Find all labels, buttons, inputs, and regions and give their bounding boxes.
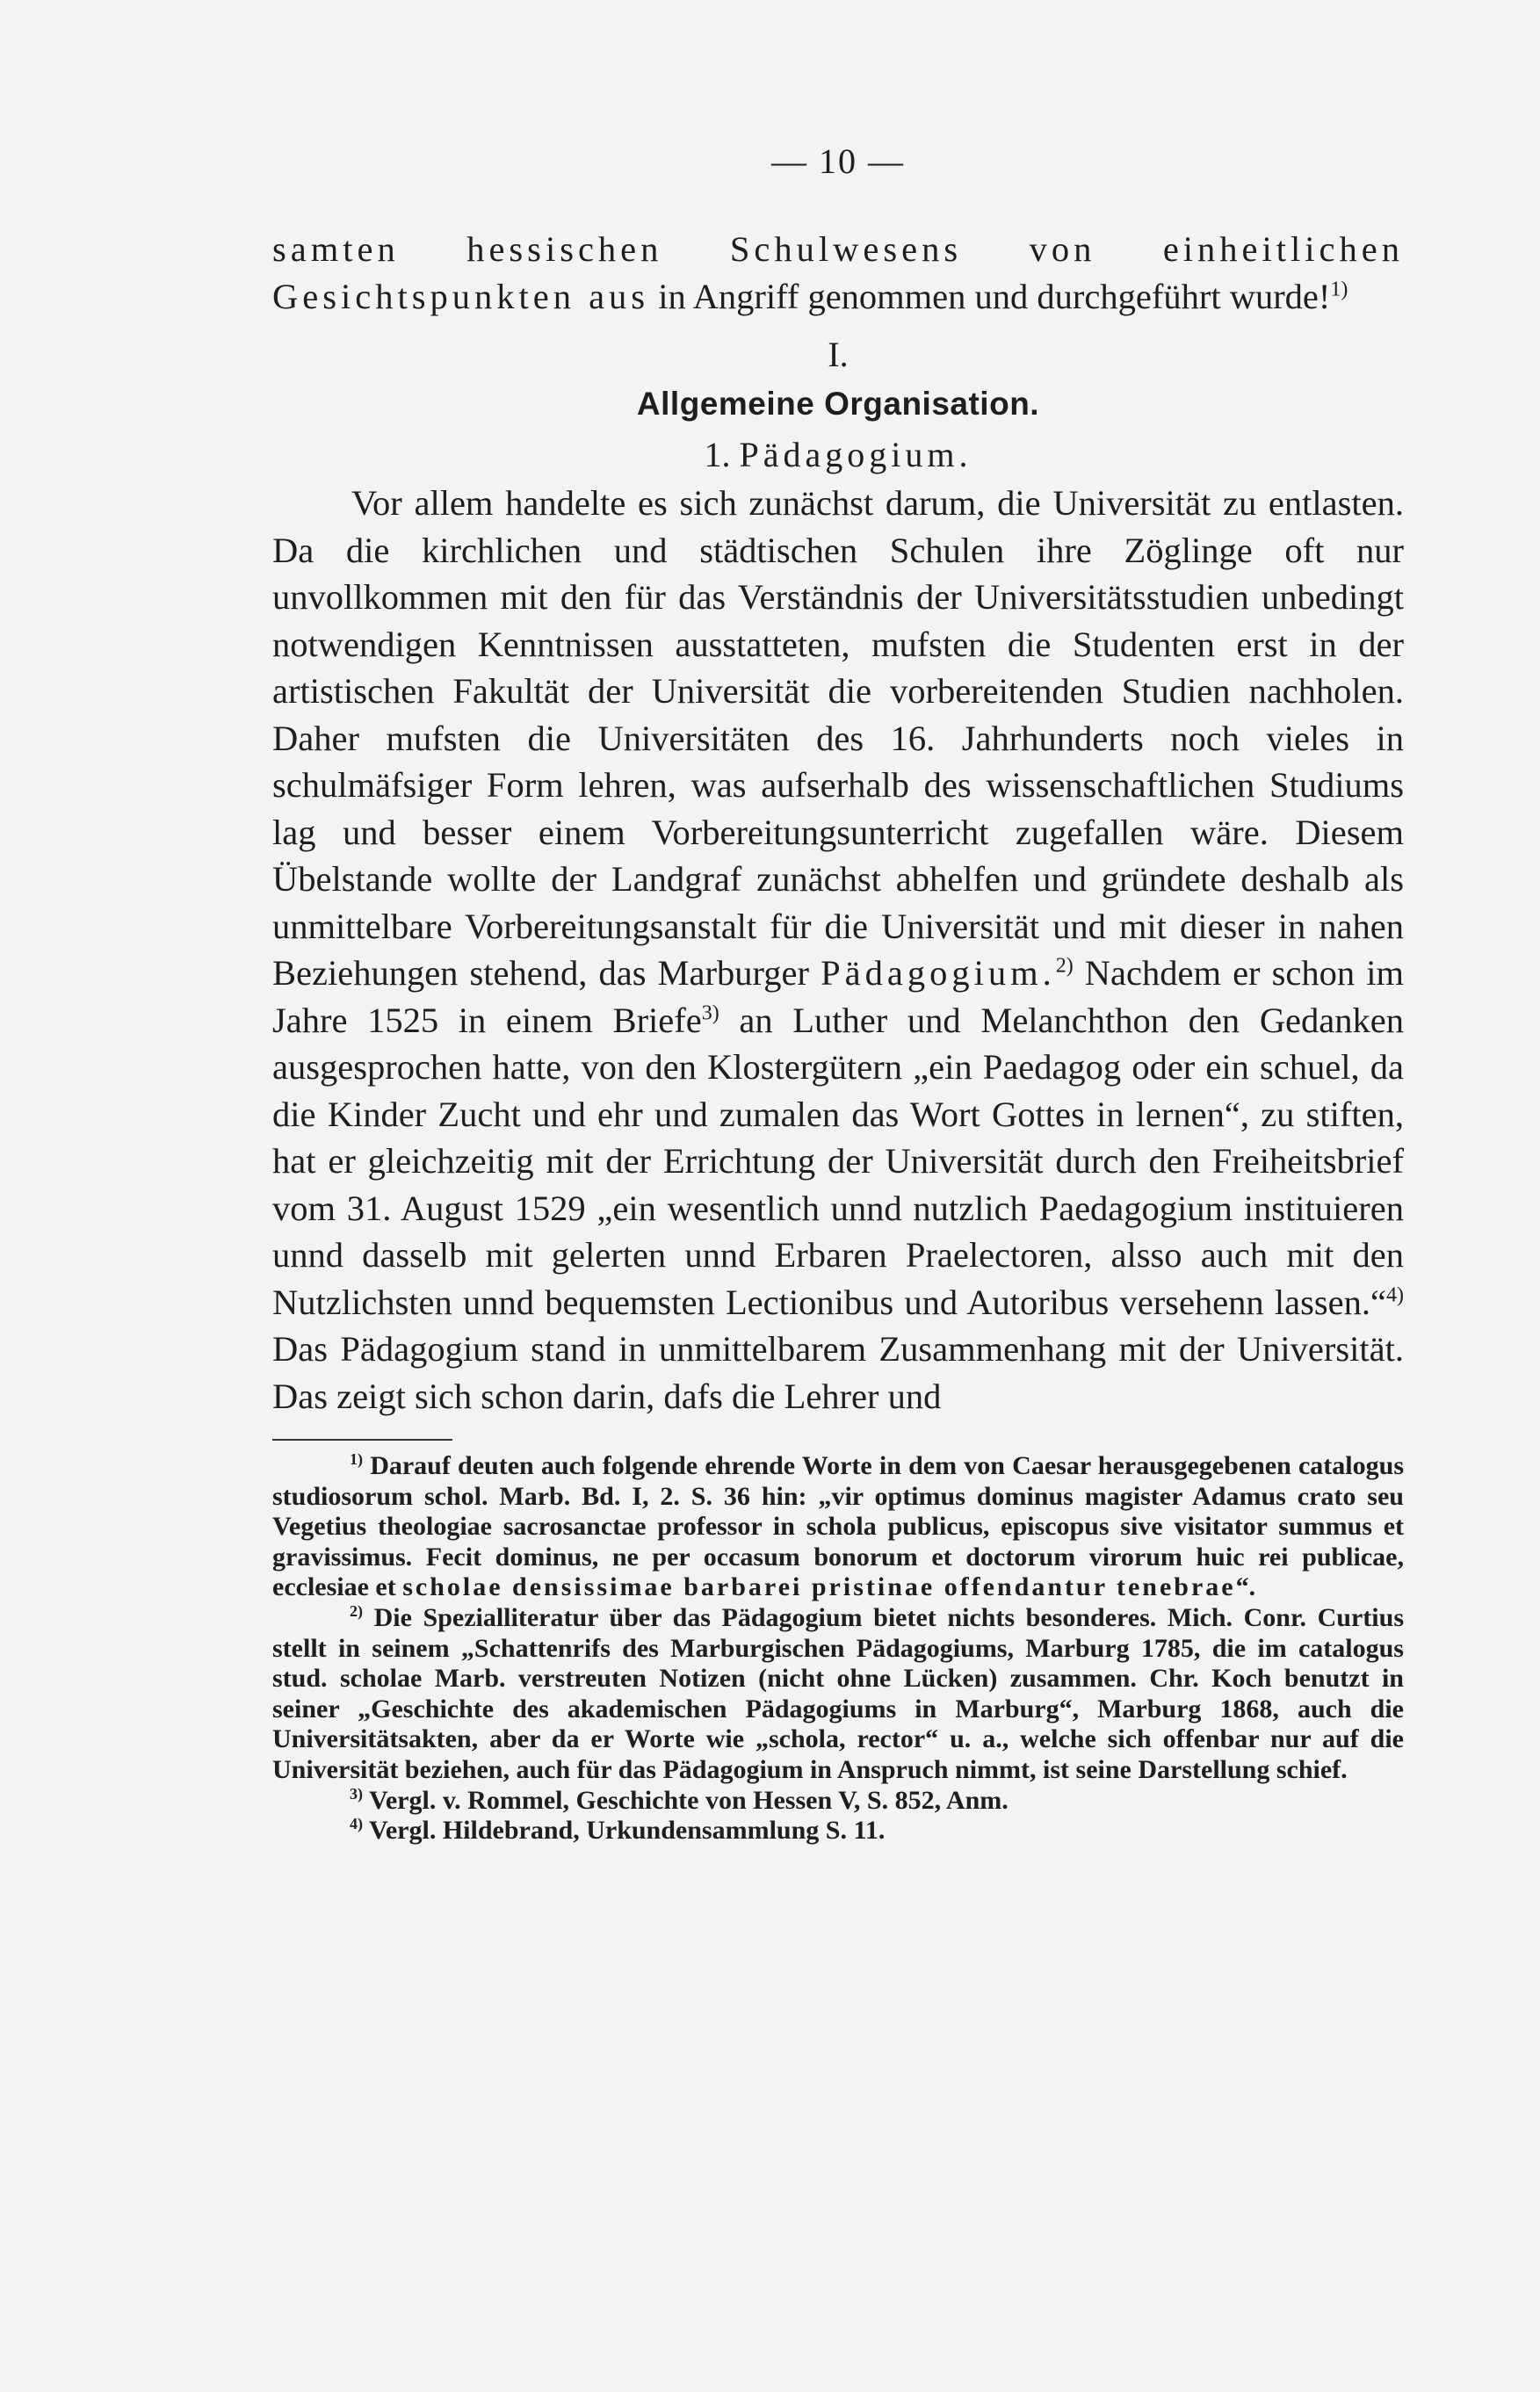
intro-text-end: in Angriff genommen und durchgeführt wurde! (649, 276, 1331, 316)
footnote-ref-3: 3) (701, 1001, 719, 1024)
section-number: I. (828, 335, 849, 374)
footnotes (272, 1451, 1404, 1846)
footnote-mark: 1) (350, 1450, 363, 1468)
footnote-2 (272, 1603, 1404, 1786)
intro-paragraph (272, 226, 1404, 320)
footnote-3 (272, 1786, 1404, 1817)
page-number: — 10 — (771, 141, 905, 181)
footnote-mark: 3) (350, 1784, 363, 1803)
footnote-1 (272, 1451, 1404, 1603)
footnote-mark: 4) (350, 1815, 363, 1833)
footnote-mark: 2) (350, 1601, 363, 1620)
body-text-4: Das Pädagogium stand in unmittelbarem Zusammenhang mit der Universität. Das zeigt sich schon darin, dafs die Lehrer und (272, 1329, 1404, 1416)
footnote-spaced-text: scholae densissimae barbarei pristinae offendantur tenebrae (402, 1572, 1236, 1602)
body-text-2: Nachdem er schon im Jahre 1525 in einem Briefe (272, 953, 1404, 1040)
footnote-ref-1: 1) (1330, 278, 1348, 300)
subsection-title: Pädagogium. (739, 435, 972, 474)
section-title: Allgemeine Organisation. (636, 386, 1040, 422)
footnote-text: Darauf deuten auch folgende ehrende Worte in dem von Caesar herausgegebenen catalogus studiosorum schol. Marb. Bd. I, 2. S. 36 hin: „vir optimus dominus magister Adamus crato seu Vegetius theologiae sacrosanctae professor in schola publicus, episcopus sive visitator summus et gravissimus. Fecit dominus, ne per occasum bonorum et doctorum virorum huic rei publicae, ecclesiae et (272, 1451, 1404, 1602)
intro-text: samten hessischen Schulwesens von einheitlichen Gesichtspunkten aus (272, 229, 1404, 316)
footnote-text: Die Spezialliteratur über das Pädagogium bietet nichts besonderes. Mich. Conr. Curtius stellt in seinem „Schattenrifs des Marburgischen Pädagogiums, Marburg 1785, die im catalogus stud. scholae Marb. verstreuten Notizen (nicht ohne Lücken) zusammen. Chr. Koch benutzt in seiner „Geschichte des akademischen Pädagogiums in Marburg“, Marburg 1868, auch die Universitätsakten, aber da er Worte wie „schola, rector“ u. a., welche sich offenbar nur auf die Universität beziehen, auch für das Pädagogium in Anspruch nimmt, ist seine Darstellung schief. (272, 1602, 1404, 1784)
subsection-number: 1. (704, 435, 731, 474)
footnote-divider (272, 1439, 452, 1441)
footnote-text: Vergl. Hildebrand, Urkundensammlung S. 11. (363, 1816, 886, 1846)
body-text-3: an Luther und Melanchthon den Gedanken ausgesprochen hatte, von den Klostergütern „ein Paedagog oder ein schuel, da die Kinder Zucht und ehr und zumalen das Wort Gottes in lernen“, zu stiften, hat er gleichzeitig mit der Errichtung der Universität durch den Freiheitsbrief vom 31. August 1529 „ein wesentlich unnd nutzlich Paedagogium instituieren unnd dasselb mit gelerten unnd Erbaren Praelectoren, alsso auch mit den Nutzlichsten unnd bequemsten Lectionibus und Autoribus versehenn lassen.“ (272, 1000, 1404, 1322)
footnote-text: Vergl. v. Rommel, Geschichte von Hessen V, S. 852, Anm. (363, 1785, 1009, 1815)
footnote-4 (272, 1816, 1404, 1846)
subsection-heading (272, 430, 1404, 480)
footnote-ref-4: 4) (1386, 1283, 1404, 1306)
body-text-1: Vor allem handelte es sich zunächst darum, die Universität zu entlasten. Da die kirchlichen und städtischen Schulen ihre Zöglinge oft nur unvollkommen mit den für das Verständnis der Universitätsstudien unbedingt notwendigen Kenntnissen ausstatteten, mufsten die Studenten erst in der artistischen Fakultät der Universität die vorbereitenden Studien nachholen. Daher mufsten die Universitäten des 16. Jahrhunderts noch vieles in schulmäfsiger Form lehren, was aufserhalb des wissenschaftlichen Studiums lag und besser einem Vorbereitungsunterricht zugefallen wäre. Diesem Übelstande wollte der Landgraf zunächst abhelfen und gründete deshalb als unmittelbare Vorbereitungsanstalt für die Universität und mit dieser in nahen Beziehungen stehend, das Marburger (272, 483, 1404, 993)
body-spaced-term: Pädagogium. (821, 953, 1056, 993)
body-paragraph (272, 480, 1404, 1420)
footnote-ref-2: 2) (1055, 954, 1074, 978)
footnote-text-end: “. (1235, 1572, 1256, 1602)
